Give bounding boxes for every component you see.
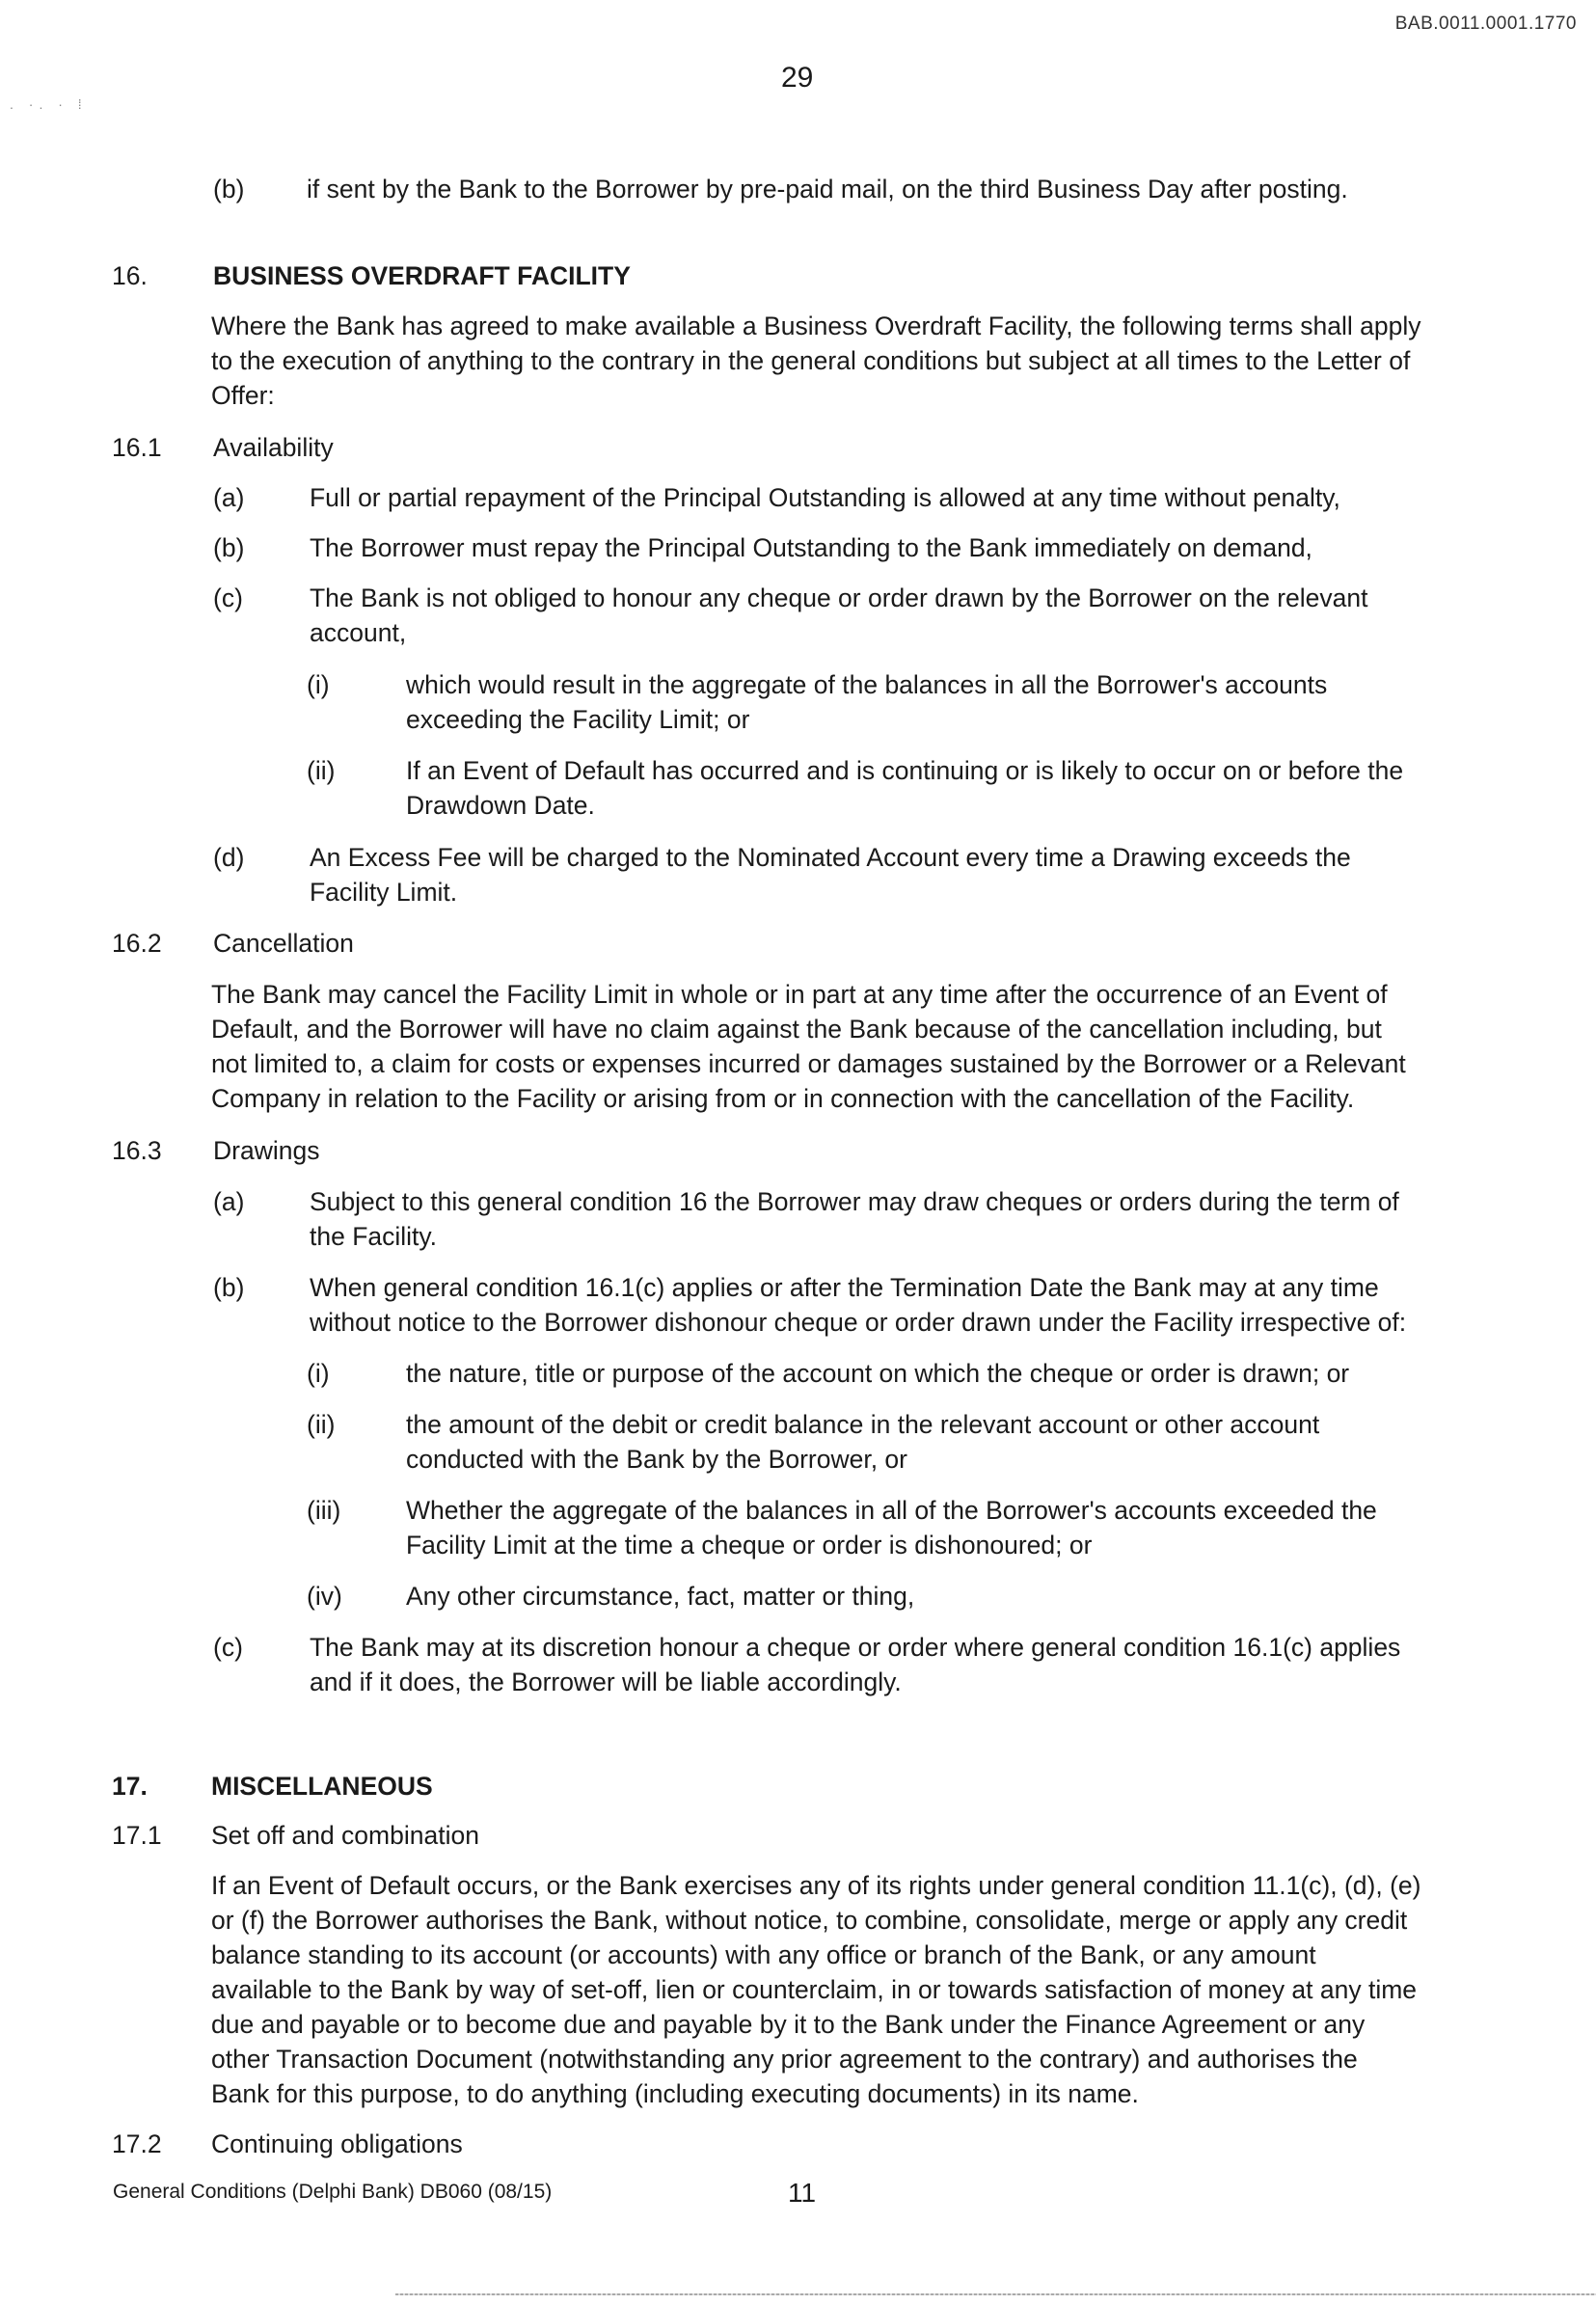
clause-text: account, (310, 618, 407, 647)
clause-label: (b) (213, 1273, 245, 1302)
clause-text: without notice to the Borrower dishonour cheque or order drawn under the Facility irrespective of: (310, 1308, 1407, 1337)
clause-text: Subject to this general condition 16 the Borrower may draw cheques or orders during the term of (310, 1187, 1399, 1216)
subclause-text: Whether the aggregate of the balances in all of the Borrower's accounts exceeded the (406, 1496, 1377, 1525)
clause-text: the Facility. (310, 1222, 438, 1251)
section-title: MISCELLANEOUS (211, 1772, 433, 1801)
paragraph-line: to the execution of anything to the contrary in the general conditions but subject at all times to the Letter of (211, 346, 1411, 375)
subclause-text: which would result in the aggregate of the balances in all the Borrower's accounts (406, 670, 1328, 699)
subclause-text: the nature, title or purpose of the account on which the cheque or order is drawn; or (406, 1359, 1350, 1388)
scan-edge-line (395, 2293, 1596, 2295)
clause-text: The Bank may at its discretion honour a cheque or order where general condition 16.1(c) applies (310, 1633, 1401, 1662)
subsection-number: 16.2 (112, 929, 162, 958)
scan-specks: . ·. · ⁞ (10, 96, 88, 112)
paragraph-line: Default, and the Borrower will have no claim against the Bank because of the cancellation including, but (211, 1015, 1382, 1044)
page-number-top: 29 (781, 62, 814, 94)
subclause-label: (iv) (307, 1582, 342, 1611)
subsection-title: Set off and combination (211, 1821, 479, 1850)
clause-text: Facility Limit. (310, 878, 458, 907)
clause-text: Full or partial repayment of the Principal Outstanding is allowed at any time without penalty, (310, 483, 1340, 512)
subclause-label: (ii) (307, 756, 336, 785)
section-number: 16. (112, 261, 148, 290)
paragraph-line: due and payable or to become due and payable by it to the Bank under the Finance Agreement or any (211, 2010, 1366, 2039)
paragraph-line: or (f) the Borrower authorises the Bank, without notice, to combine, consolidate, merge or apply any credit (211, 1906, 1408, 1935)
paragraph-line: not limited to, a claim for costs or expenses incurred or damages sustained by the Borrower or a Relevant (211, 1049, 1406, 1078)
clause-label: (b) (213, 175, 245, 203)
clause-text: An Excess Fee will be charged to the Nominated Account every time a Drawing exceeds the (310, 843, 1351, 872)
paragraph-line: balance standing to its account (or accounts) with any office or branch of the Bank, or any amount (211, 1940, 1316, 1969)
paragraph-line: Offer: (211, 381, 275, 410)
paragraph-line: Company in relation to the Facility or arising from or in connection with the cancellation of the Facility. (211, 1084, 1355, 1113)
clause-text: and if it does, the Borrower will be liable accordingly. (310, 1668, 902, 1696)
subsection-number: 16.1 (112, 433, 162, 462)
subclause-text: conducted with the Bank by the Borrower, or (406, 1445, 907, 1474)
subsection-number: 17.1 (112, 1821, 162, 1850)
subsection-title: Continuing obligations (211, 2129, 463, 2158)
subclause-label: (i) (307, 670, 330, 699)
paragraph-line: The Bank may cancel the Facility Limit in whole or in part at any time after the occurrence of an Event of (211, 980, 1388, 1009)
paragraph-line: available to the Bank by way of set-off, lien or counterclaim, in or towards satisfaction of money at any time (211, 1975, 1418, 2004)
subclause-text: the amount of the debit or credit balance in the relevant account or other account (406, 1410, 1320, 1439)
paragraph-line: If an Event of Default occurs, or the Bank exercises any of its rights under general condition 11.1(c), (d), (e) (211, 1871, 1421, 1900)
subclause-label: (ii) (307, 1410, 336, 1439)
subclause-text: Drawdown Date. (406, 791, 595, 820)
clause-text: The Borrower must repay the Principal Outstanding to the Bank immediately on demand, (310, 533, 1312, 562)
clause-label: (c) (213, 583, 243, 612)
section-title: BUSINESS OVERDRAFT FACILITY (213, 261, 631, 290)
subclause-label: (i) (307, 1359, 330, 1388)
clause-label: (a) (213, 1187, 245, 1216)
clause-label: (a) (213, 483, 245, 512)
footer-document-ref: General Conditions (Delphi Bank) DB060 (08/15) (113, 2181, 553, 2203)
clause-label: (b) (213, 533, 245, 562)
subsection-number: 16.3 (112, 1136, 162, 1165)
paragraph-line: Where the Bank has agreed to make available a Business Overdraft Facility, the following terms shall apply (211, 312, 1421, 340)
clause-label: (d) (213, 843, 245, 872)
document-id: BAB.0011.0001.1770 (1394, 14, 1577, 34)
subclause-text: Any other circumstance, fact, matter or thing, (406, 1582, 915, 1611)
clause-text: When general condition 16.1(c) applies or after the Termination Date the Bank may at any time (310, 1273, 1379, 1302)
paragraph-line: Bank for this purpose, to do anything (including executing documents) in its name. (211, 2079, 1139, 2108)
subclause-text: If an Event of Default has occurred and is continuing or is likely to occur on or before the (406, 756, 1404, 785)
clause-text: if sent by the Bank to the Borrower by pre-paid mail, on the third Business Day after posting. (307, 175, 1348, 203)
subsection-title: Drawings (213, 1136, 320, 1165)
clause-text: The Bank is not obliged to honour any cheque or order drawn by the Borrower on the relevant (310, 583, 1368, 612)
paragraph-line: other Transaction Document (notwithstanding any prior agreement to the contrary) and authorises the (211, 2045, 1358, 2074)
footer-page-number: 11 (788, 2178, 817, 2208)
subclause-text: Facility Limit at the time a cheque or order is dishonoured; or (406, 1531, 1093, 1559)
subsection-number: 17.2 (112, 2129, 162, 2158)
subclause-text: exceeding the Facility Limit; or (406, 705, 750, 734)
clause-label: (c) (213, 1633, 243, 1662)
subsection-title: Cancellation (213, 929, 354, 958)
subsection-title: Availability (213, 433, 334, 462)
subclause-label: (iii) (307, 1496, 341, 1525)
section-number: 17. (112, 1772, 148, 1801)
